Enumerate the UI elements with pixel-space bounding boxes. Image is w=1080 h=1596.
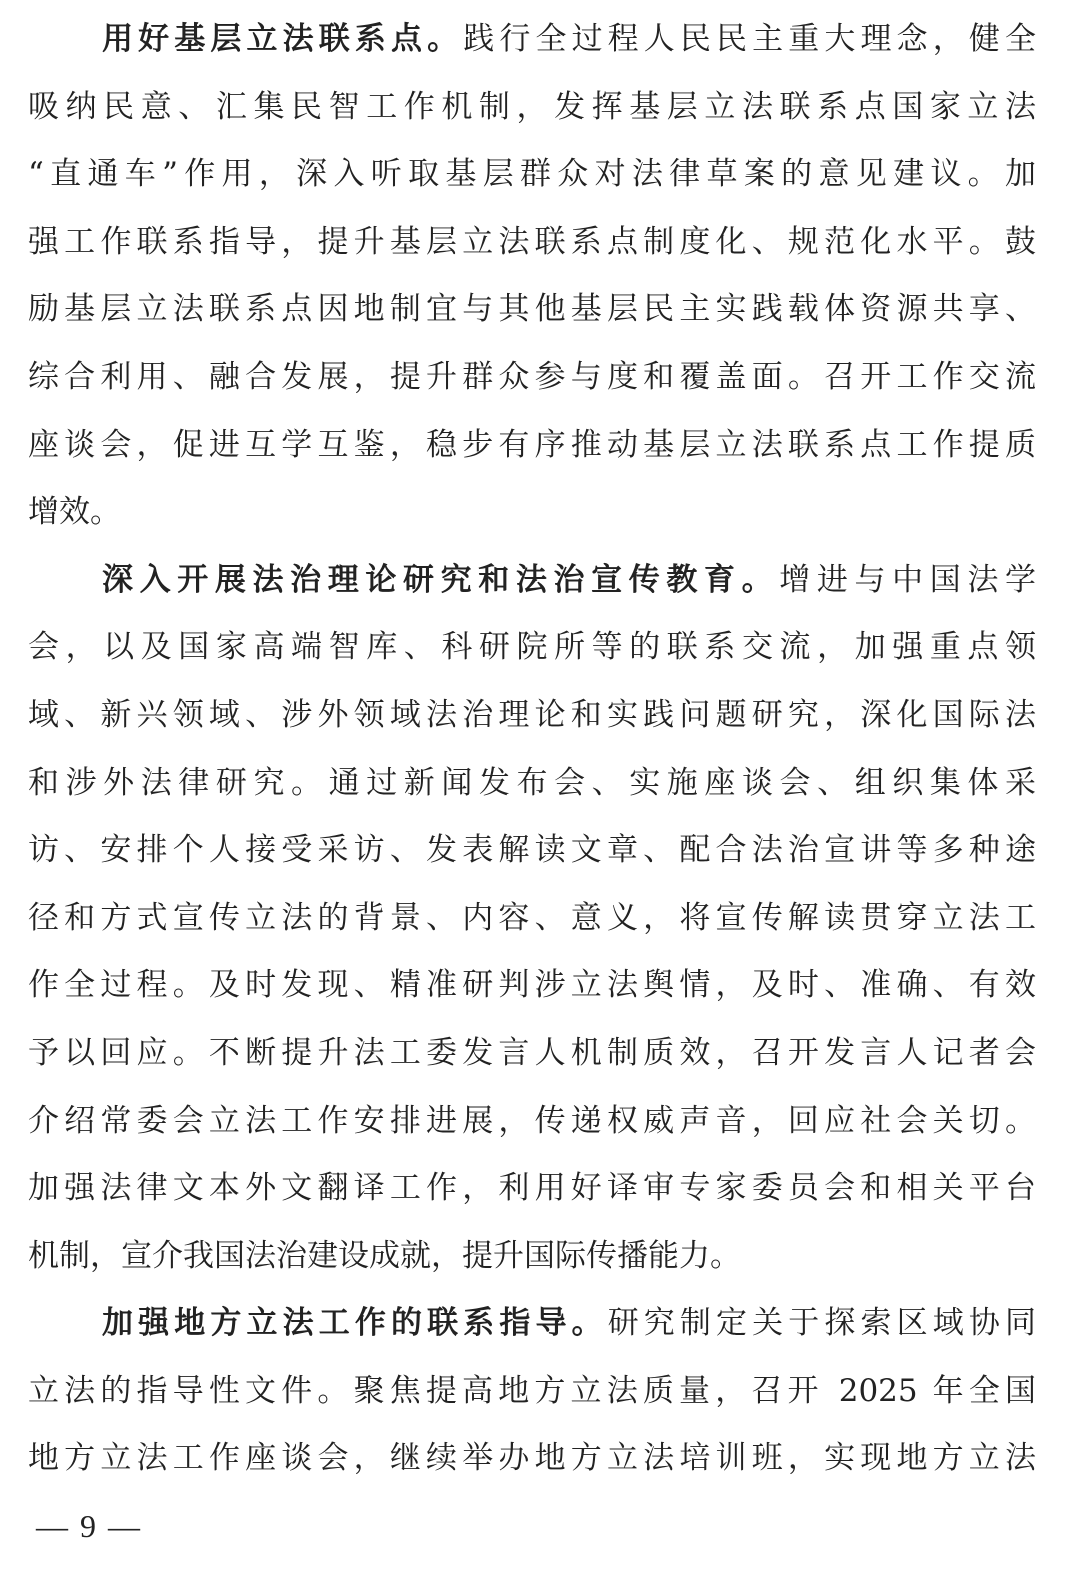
text-line: 作全过程。及时发现、精准研判涉立法舆情，及时、准确、有效 (28, 967, 1036, 1004)
text-line: 吸纳民意、汇集民智工作机制，发挥基层立法联系点国家立法 (28, 88, 1036, 125)
text-line: 介绍常委会立法工作安排进展，传递权威声音，回应社会关切。 (28, 1102, 1036, 1139)
text-line: 立法的指导性文件。聚焦提高地方立法质量，召开 2025 年全国 (28, 1372, 1036, 1409)
paragraph-text: 增进与中国法学 (779, 561, 1036, 598)
text-line: 强工作联系指导，提升基层立法联系点制度化、规范化水平。鼓 (28, 223, 1036, 260)
text-line: 域、新兴领域、涉外领域法治理论和实践问题研究，深化国际法 (28, 696, 1036, 733)
paragraph-text: 践行全过程人民民主重大理念，健全 (463, 21, 1037, 57)
text-line: 加强法律文本外文翻译工作，利用好译审专家委员会和相关平台 (28, 1170, 1036, 1207)
text-line: 机制，宣介我国法治建设成就，提升国际传播能力。 (28, 1237, 741, 1274)
document-page (28, 6, 1036, 1493)
paragraph-first-line (28, 547, 1036, 615)
text-line: 座谈会，促进互学互鉴，稳步有序推动基层立法联系点工作提质 (28, 426, 1036, 463)
text-line: 和涉外法律研究。通过新闻发布会、实施座谈会、组织集体采 (28, 764, 1036, 801)
paragraph-heading: 深入开展法治理论研究和法治宣传教育。 (102, 561, 780, 598)
text-line: 励基层立法联系点因地制宜与其他基层民主实践载体资源共享、 (28, 291, 1036, 328)
paragraph-heading: 加强地方立法工作的联系指导。 (102, 1305, 608, 1342)
text-line: 综合利用、融合发展，提升群众参与度和覆盖面。召开工作交流 (28, 358, 1036, 395)
text-line: 予以回应。不断提升法工委发言人机制质效，召开发言人记者会 (28, 1034, 1036, 1071)
text-line: 径和方式宣传立法的背景、内容、意义，将宣传解读贯穿立法工 (28, 899, 1036, 936)
paragraph-text: 研究制定关于探索区域协同 (607, 1305, 1037, 1342)
paragraph-first-line (28, 1290, 1036, 1358)
text-line: 访、安排个人接受采访、发表解读文章、配合法治宣讲等多种途 (28, 832, 1036, 869)
text-line: “直通车”作用，深入听取基层群众对法律草案的意见建议。加 (28, 156, 1036, 193)
paragraph-first-line (28, 6, 1036, 74)
text-line: 增效。 (28, 494, 121, 531)
paragraph-heading: 用好基层立法联系点。 (102, 21, 464, 57)
text-line: 地方立法工作座谈会，继续举办地方立法培训班，实现地方立法 (28, 1440, 1036, 1477)
page-number: — 9 — (36, 1508, 142, 1544)
text-line: 会，以及国家高端智库、科研院所等的联系交流，加强重点领 (28, 629, 1036, 666)
